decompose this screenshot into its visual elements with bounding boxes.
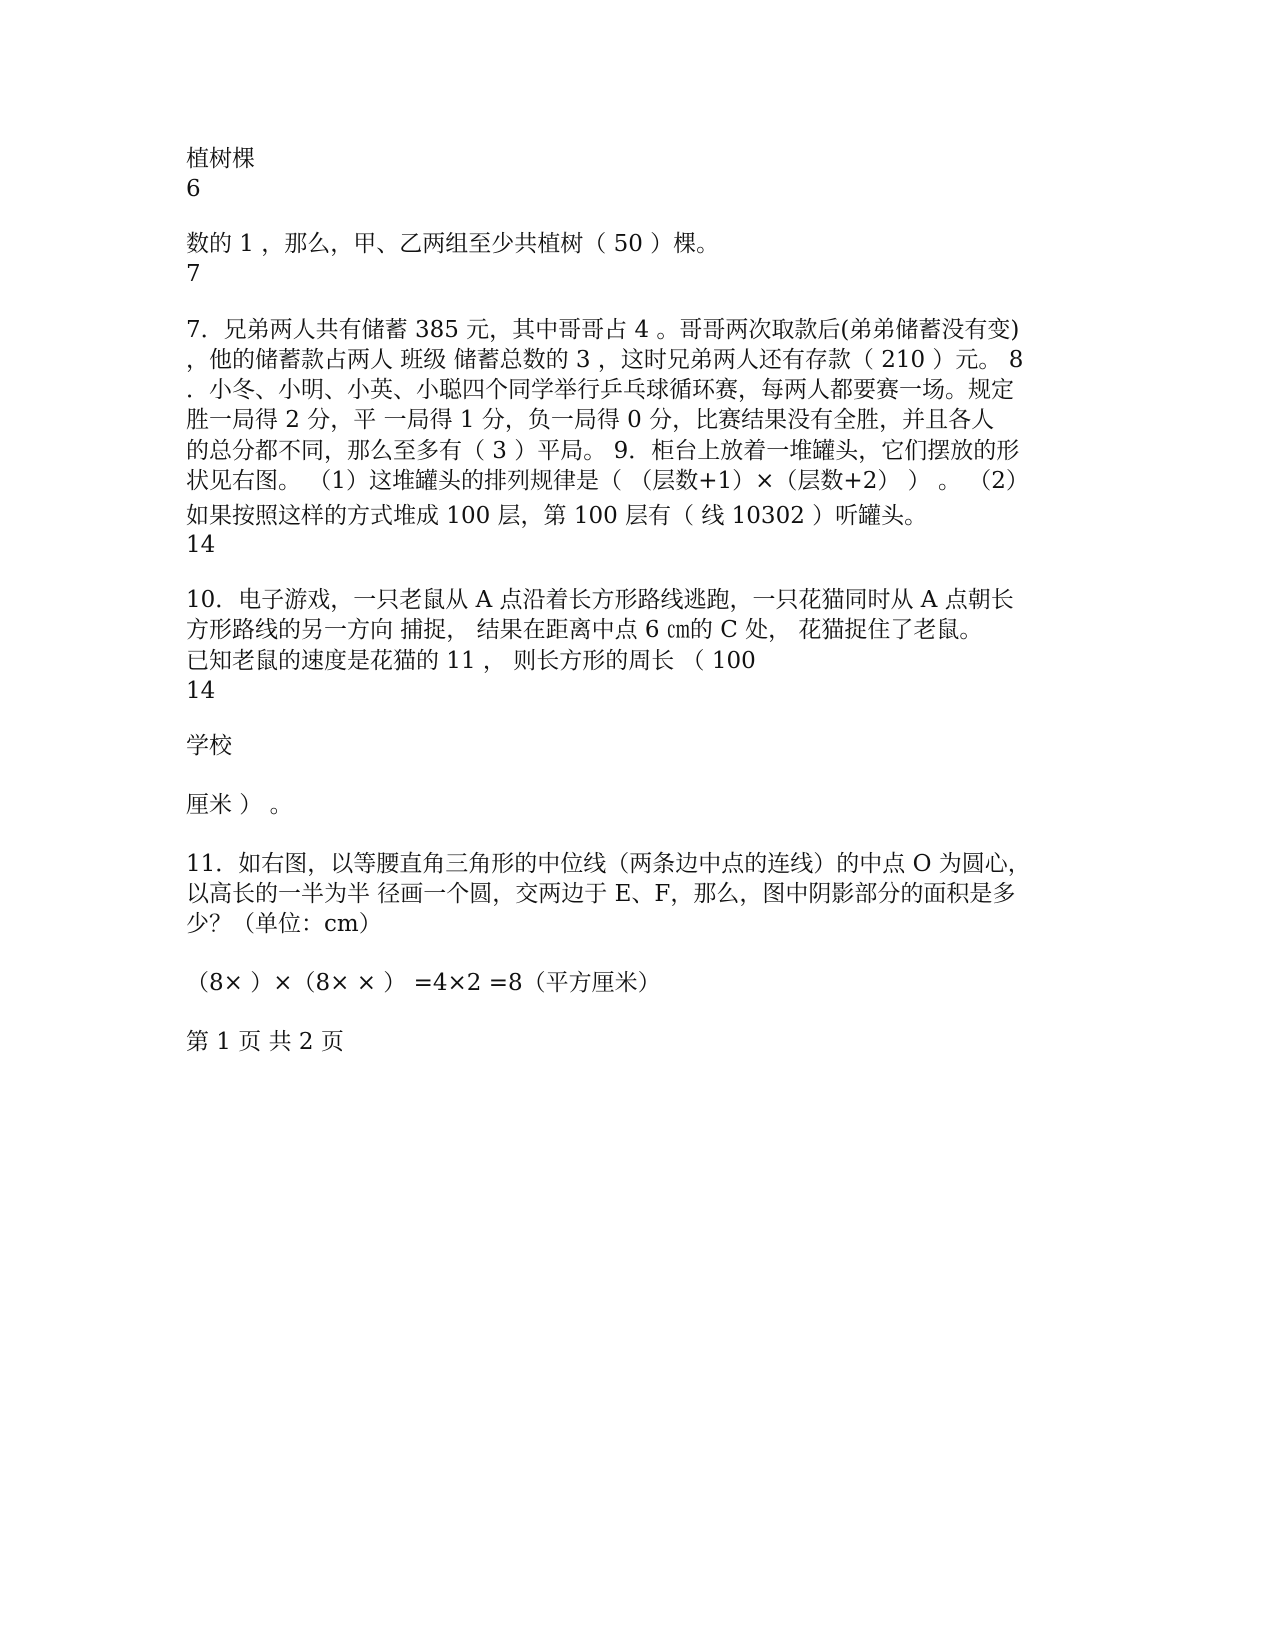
text-line: 以高长的一半为半 径画一个圆，交两边于 E、F，那么，图中阴影部分的面积是多: [186, 881, 1016, 907]
text-line: 胜一局得 2 分，平 一局得 1 分，负一局得 0 分，比赛结果没有全胜，并且各人: [186, 407, 995, 433]
text-line: 如果按照这样的方式堆成 100 层，第 100 层有（ 线 10302 ）听罐头。: [186, 503, 928, 529]
text-line: 学校: [186, 733, 232, 759]
text-line: 的总分都不同，那么至多有（ 3 ）平局。 9．柜台上放着一堆罐头，它们摆放的形: [186, 438, 1020, 464]
text-line: 数的 1 ，那么，甲、乙两组至少共植树（ 50 ）棵。: [186, 231, 720, 257]
text-line: 10．电子游戏，一只老鼠从 A 点沿着长方形路线逃跑，一只花猫同时从 A 点朝长: [186, 587, 1014, 613]
text-line: 已知老鼠的速度是花猫的 11 ， 则长方形的周长 （ 100: [186, 648, 756, 674]
text-line: （8× ）×（8× × ） =4×2 =8（平方厘米）: [186, 970, 661, 996]
text-line: 厘米 ） 。: [186, 792, 293, 818]
text-line: 7．兄弟两人共有储蓄 385 元，其中哥哥占 4 。哥哥两次取款后(弟弟储蓄没有变): [186, 317, 1020, 343]
text-line: 状见右图。 （1）这堆罐头的排列规律是（ （层数+1）×（层数+2） ） 。 （2）: [186, 468, 1029, 494]
text-line: ．小冬、小明、小英、小聪四个同学举行乒乓球循环赛，每两人都要赛一场。规定: [186, 377, 1014, 403]
text-line: 14: [186, 532, 216, 558]
page-footer: 第 1 页 共 2 页: [186, 1029, 344, 1055]
text-line: 14: [186, 678, 216, 704]
text-line: 6: [186, 176, 201, 202]
text-line: 7: [186, 261, 201, 287]
text-line: 植树棵: [186, 146, 255, 172]
text-line: 少？（单位：cm）: [186, 911, 382, 937]
text-line: ，他的储蓄款占两人 班级 储蓄总数的 3 ，这时兄弟两人还有存款（ 210 ）元。 8: [186, 347, 1024, 373]
text-line: 11．如右图，以等腰直角三角形的中位线（两条边中点的连线）的中点 O 为圆心，: [186, 851, 1031, 877]
text-line: 方形路线的另一方向 捕捉， 结果在距离中点 6 ㎝的 C 处， 花猫捉住了老鼠。: [186, 617, 983, 643]
